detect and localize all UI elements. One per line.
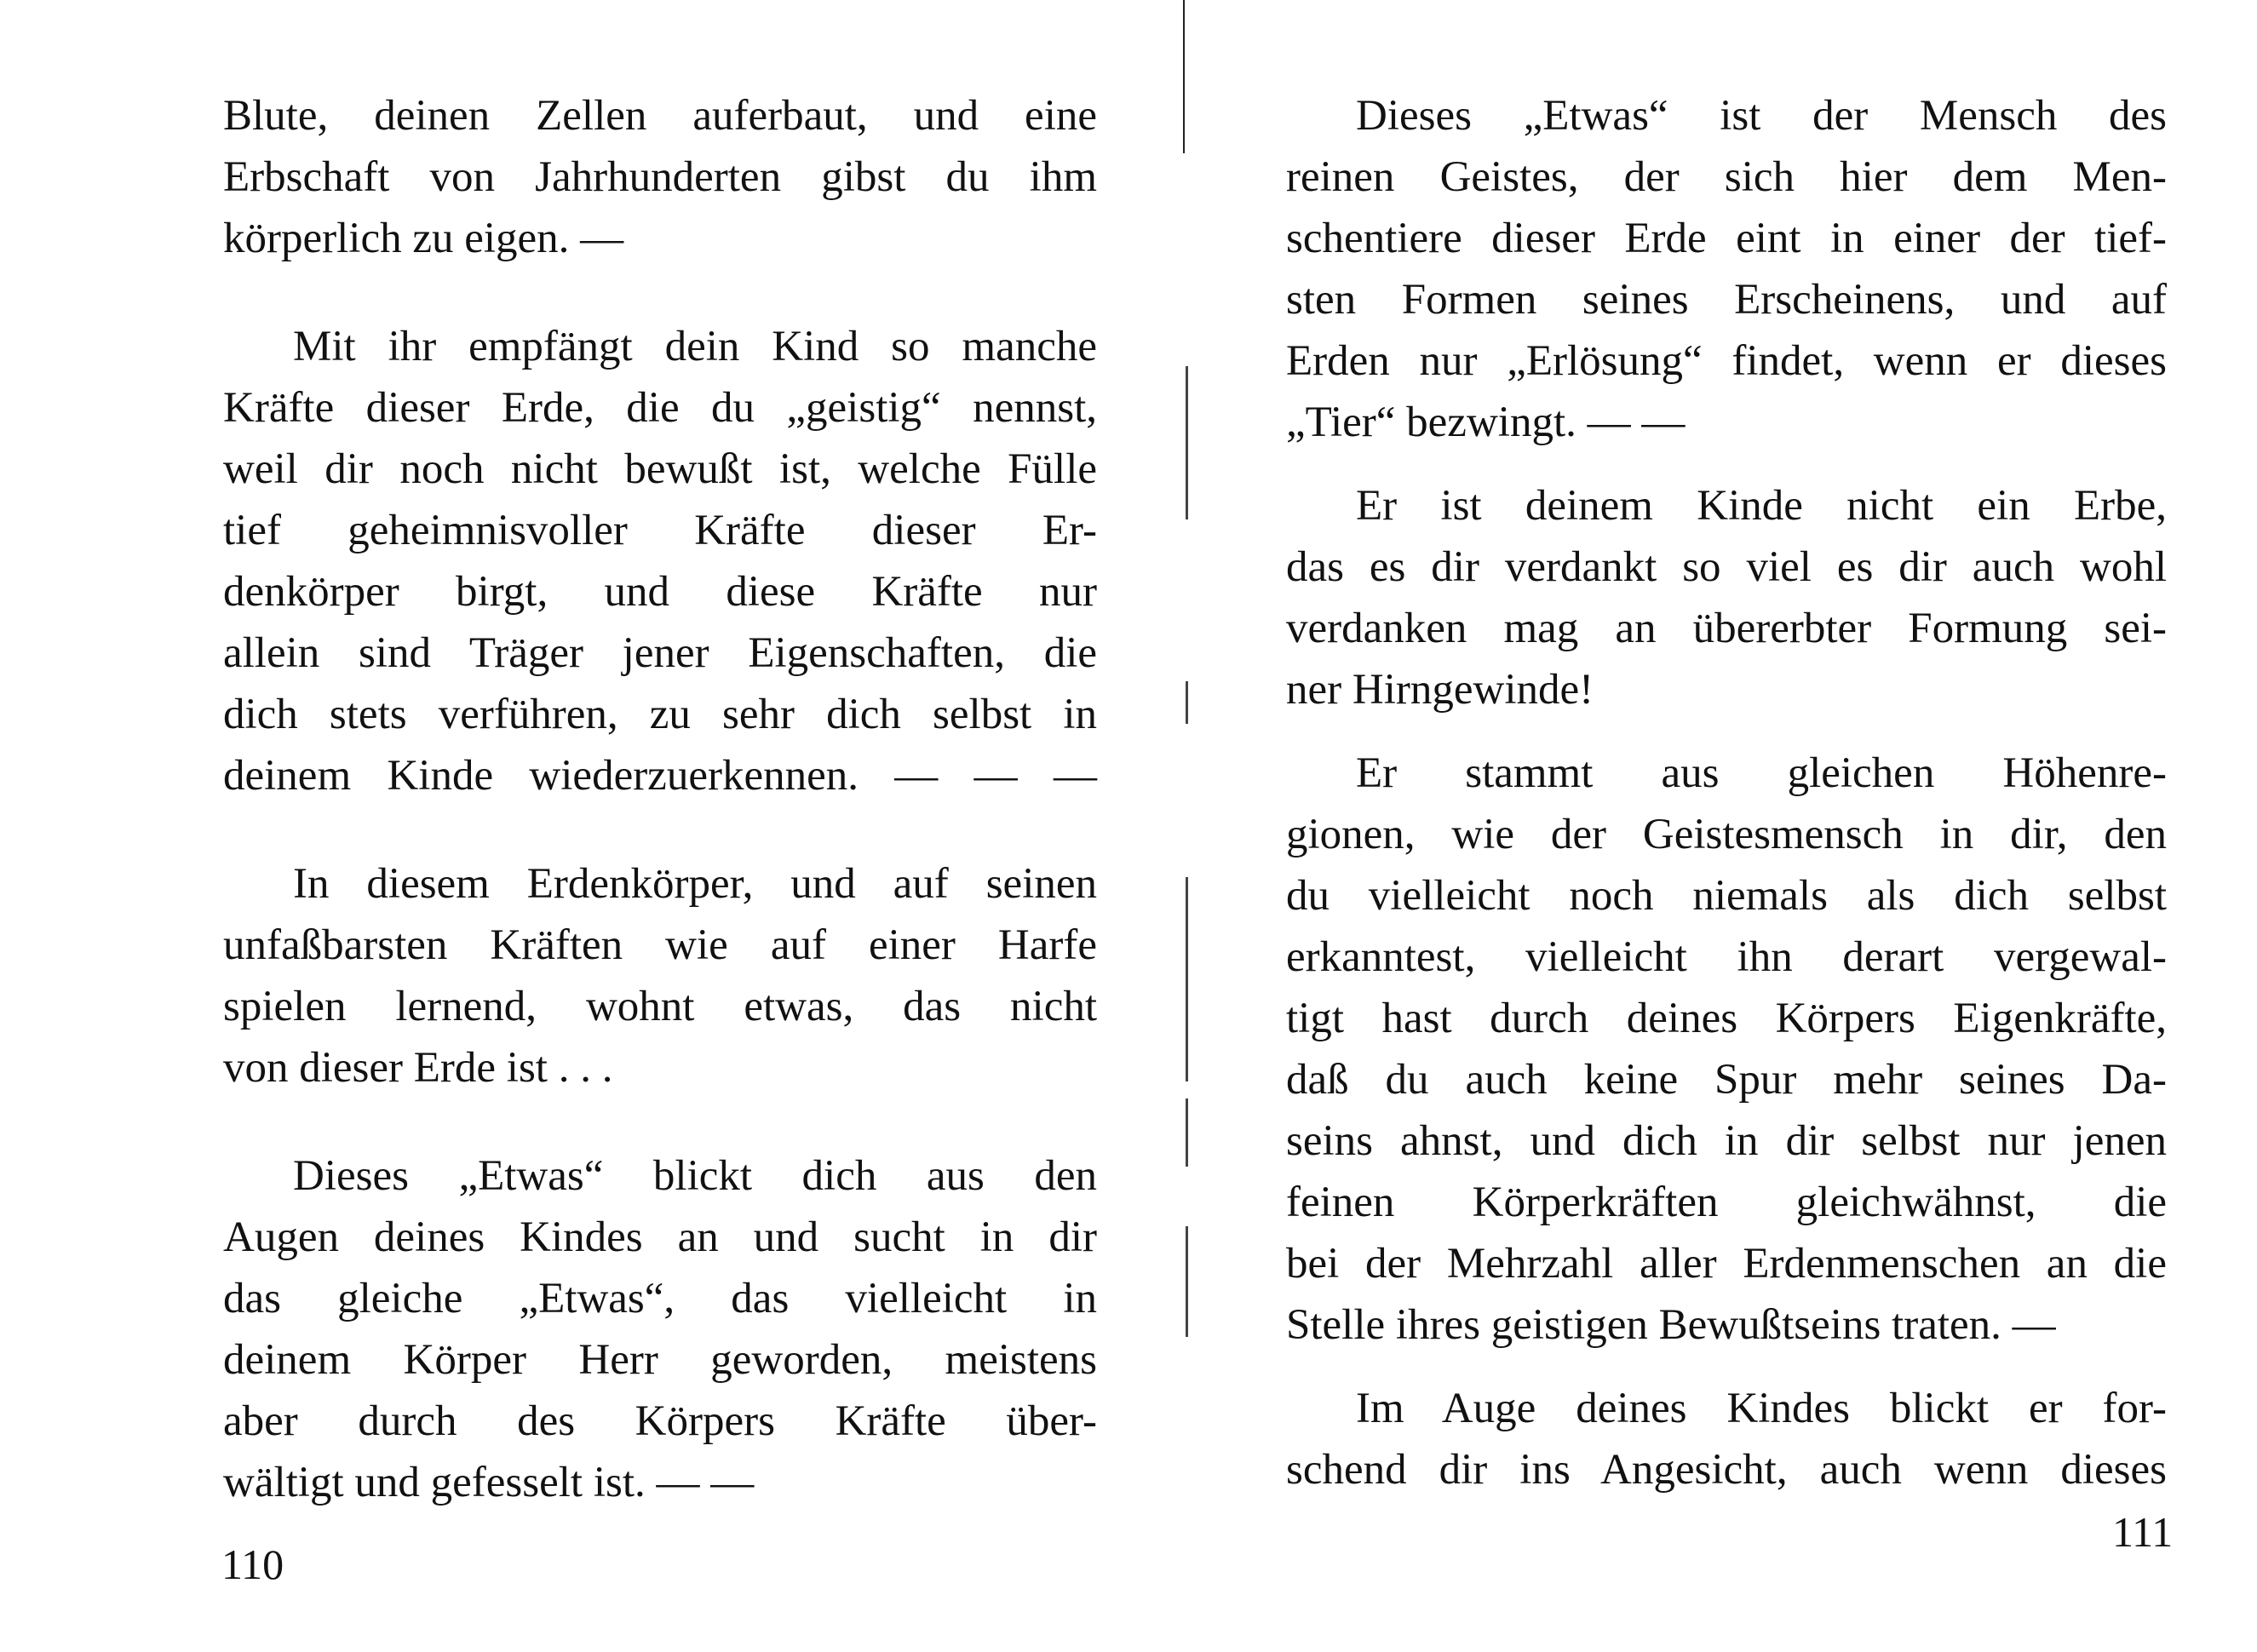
text-line: erkanntest, vielleicht ihn derart vergewal- [1286, 933, 2167, 981]
text-line: Erden nur „Erlösung“ findet, wenn er dieses [1286, 337, 2167, 385]
text-line: Dieses „Etwas“ blickt dich aus den [293, 1152, 1097, 1200]
text-line: unfaßbarsten Kräften wie auf einer Harfe [223, 921, 1097, 969]
text-line: feinen Körperkräften gleichwähnst, die [1286, 1179, 2167, 1226]
page-number: 110 [221, 1540, 284, 1588]
text-line: „Tier“ bezwingt. — — [1286, 399, 1686, 446]
text-line: Kräfte dieser Erde, die du „geistig“ nennst, [223, 384, 1097, 432]
gutter-mark [1186, 366, 1188, 519]
text-line: schend dir ins Angesicht, auch wenn dieses [1286, 1446, 2167, 1494]
text-line: spielen lernend, wohnt etwas, das nicht [223, 983, 1097, 1030]
text-line: deinem Körper Herr geworden, meistens [223, 1336, 1097, 1384]
paragraph [1286, 743, 2167, 1356]
text-line: aber durch des Körpers Kräfte über- [223, 1397, 1097, 1445]
gutter-mark [1186, 877, 1188, 1081]
text-line: Dieses „Etwas“ ist der Mensch des [1356, 92, 2167, 140]
text-line: Er stammt aus gleichen Höhenre- [1356, 749, 2167, 797]
text-line: dich stets verführen, zu sehr dich selbst in [223, 691, 1097, 738]
text-line: denkörper birgt, und diese Kräfte nur [223, 568, 1097, 616]
text-line: körperlich zu eigen. — [223, 215, 624, 262]
text-line: daß du auch keine Spur mehr seines Da- [1286, 1056, 2167, 1104]
text-line: du vielleicht noch niemals als dich selbst [1286, 872, 2167, 920]
text-line: Er ist deinem Kinde nicht ein Erbe, [1356, 482, 2167, 530]
text-line: Im Auge deines Kindes blickt er for- [1356, 1385, 2167, 1432]
left-page [223, 85, 1097, 1513]
text-line: reinen Geistes, der sich hier dem Men- [1286, 153, 2167, 201]
paragraph [223, 1145, 1097, 1513]
text-line: allein sind Träger jener Eigenschaften, die [223, 629, 1097, 677]
paragraph [1286, 1378, 2167, 1500]
text-line: Mit ihr empfängt dein Kind so manche [293, 323, 1097, 370]
text-line: ner Hirngewinde! [1286, 666, 1594, 714]
page-number: 111 [2112, 1508, 2174, 1556]
gutter-mark [1186, 1098, 1188, 1167]
gutter-mark [1186, 1226, 1188, 1337]
text-line: tief geheimnisvoller Kräfte dieser Er- [223, 507, 1097, 554]
gutter-line [1183, 0, 1185, 153]
paragraph [223, 316, 1097, 806]
text-line: bei der Mehrzahl aller Erdenmenschen an die [1286, 1240, 2167, 1288]
text-line: deinem Kinde wiederzuerkennen. — — — [223, 752, 1097, 800]
text-line: gionen, wie der Geistesmensch in dir, den [1286, 811, 2167, 858]
text-line: wältigt und gefesselt ist. — — [223, 1459, 755, 1506]
text-line: das gleiche „Etwas“, das vielleicht in [223, 1275, 1097, 1322]
gutter-mark [1186, 681, 1188, 724]
paragraph [1286, 85, 2167, 453]
text-line: Erbschaft von Jahrhunderten gibst du ihm [223, 153, 1097, 201]
text-line: das es dir verdankt so viel es dir auch wohl [1286, 543, 2167, 591]
text-line: schentiere dieser Erde eint in einer der tief- [1286, 215, 2167, 262]
text-line: weil dir noch nicht bewußt ist, welche Fülle [223, 445, 1097, 493]
text-line: Stelle ihres geistigen Bewußtseins traten. — [1286, 1301, 2056, 1349]
text-line: Blute, deinen Zellen auferbaut, und eine [223, 92, 1097, 140]
right-page [1286, 85, 2167, 1500]
text-line: verdanken mag an übererbter Formung sei- [1286, 605, 2167, 652]
paragraph [1286, 475, 2167, 720]
text-line: tigt hast durch deines Körpers Eigenkräfte, [1286, 995, 2167, 1042]
text-line: seins ahnst, und dich in dir selbst nur jenen [1286, 1117, 2167, 1165]
text-line: In diesem Erdenkörper, und auf seinen [293, 860, 1097, 908]
text-line: sten Formen seines Erscheinens, und auf [1286, 276, 2167, 324]
paragraph [223, 85, 1097, 269]
text-line: Augen deines Kindes an und sucht in dir [223, 1213, 1097, 1261]
paragraph [223, 853, 1097, 1098]
text-line: von dieser Erde ist . . . [223, 1044, 613, 1092]
